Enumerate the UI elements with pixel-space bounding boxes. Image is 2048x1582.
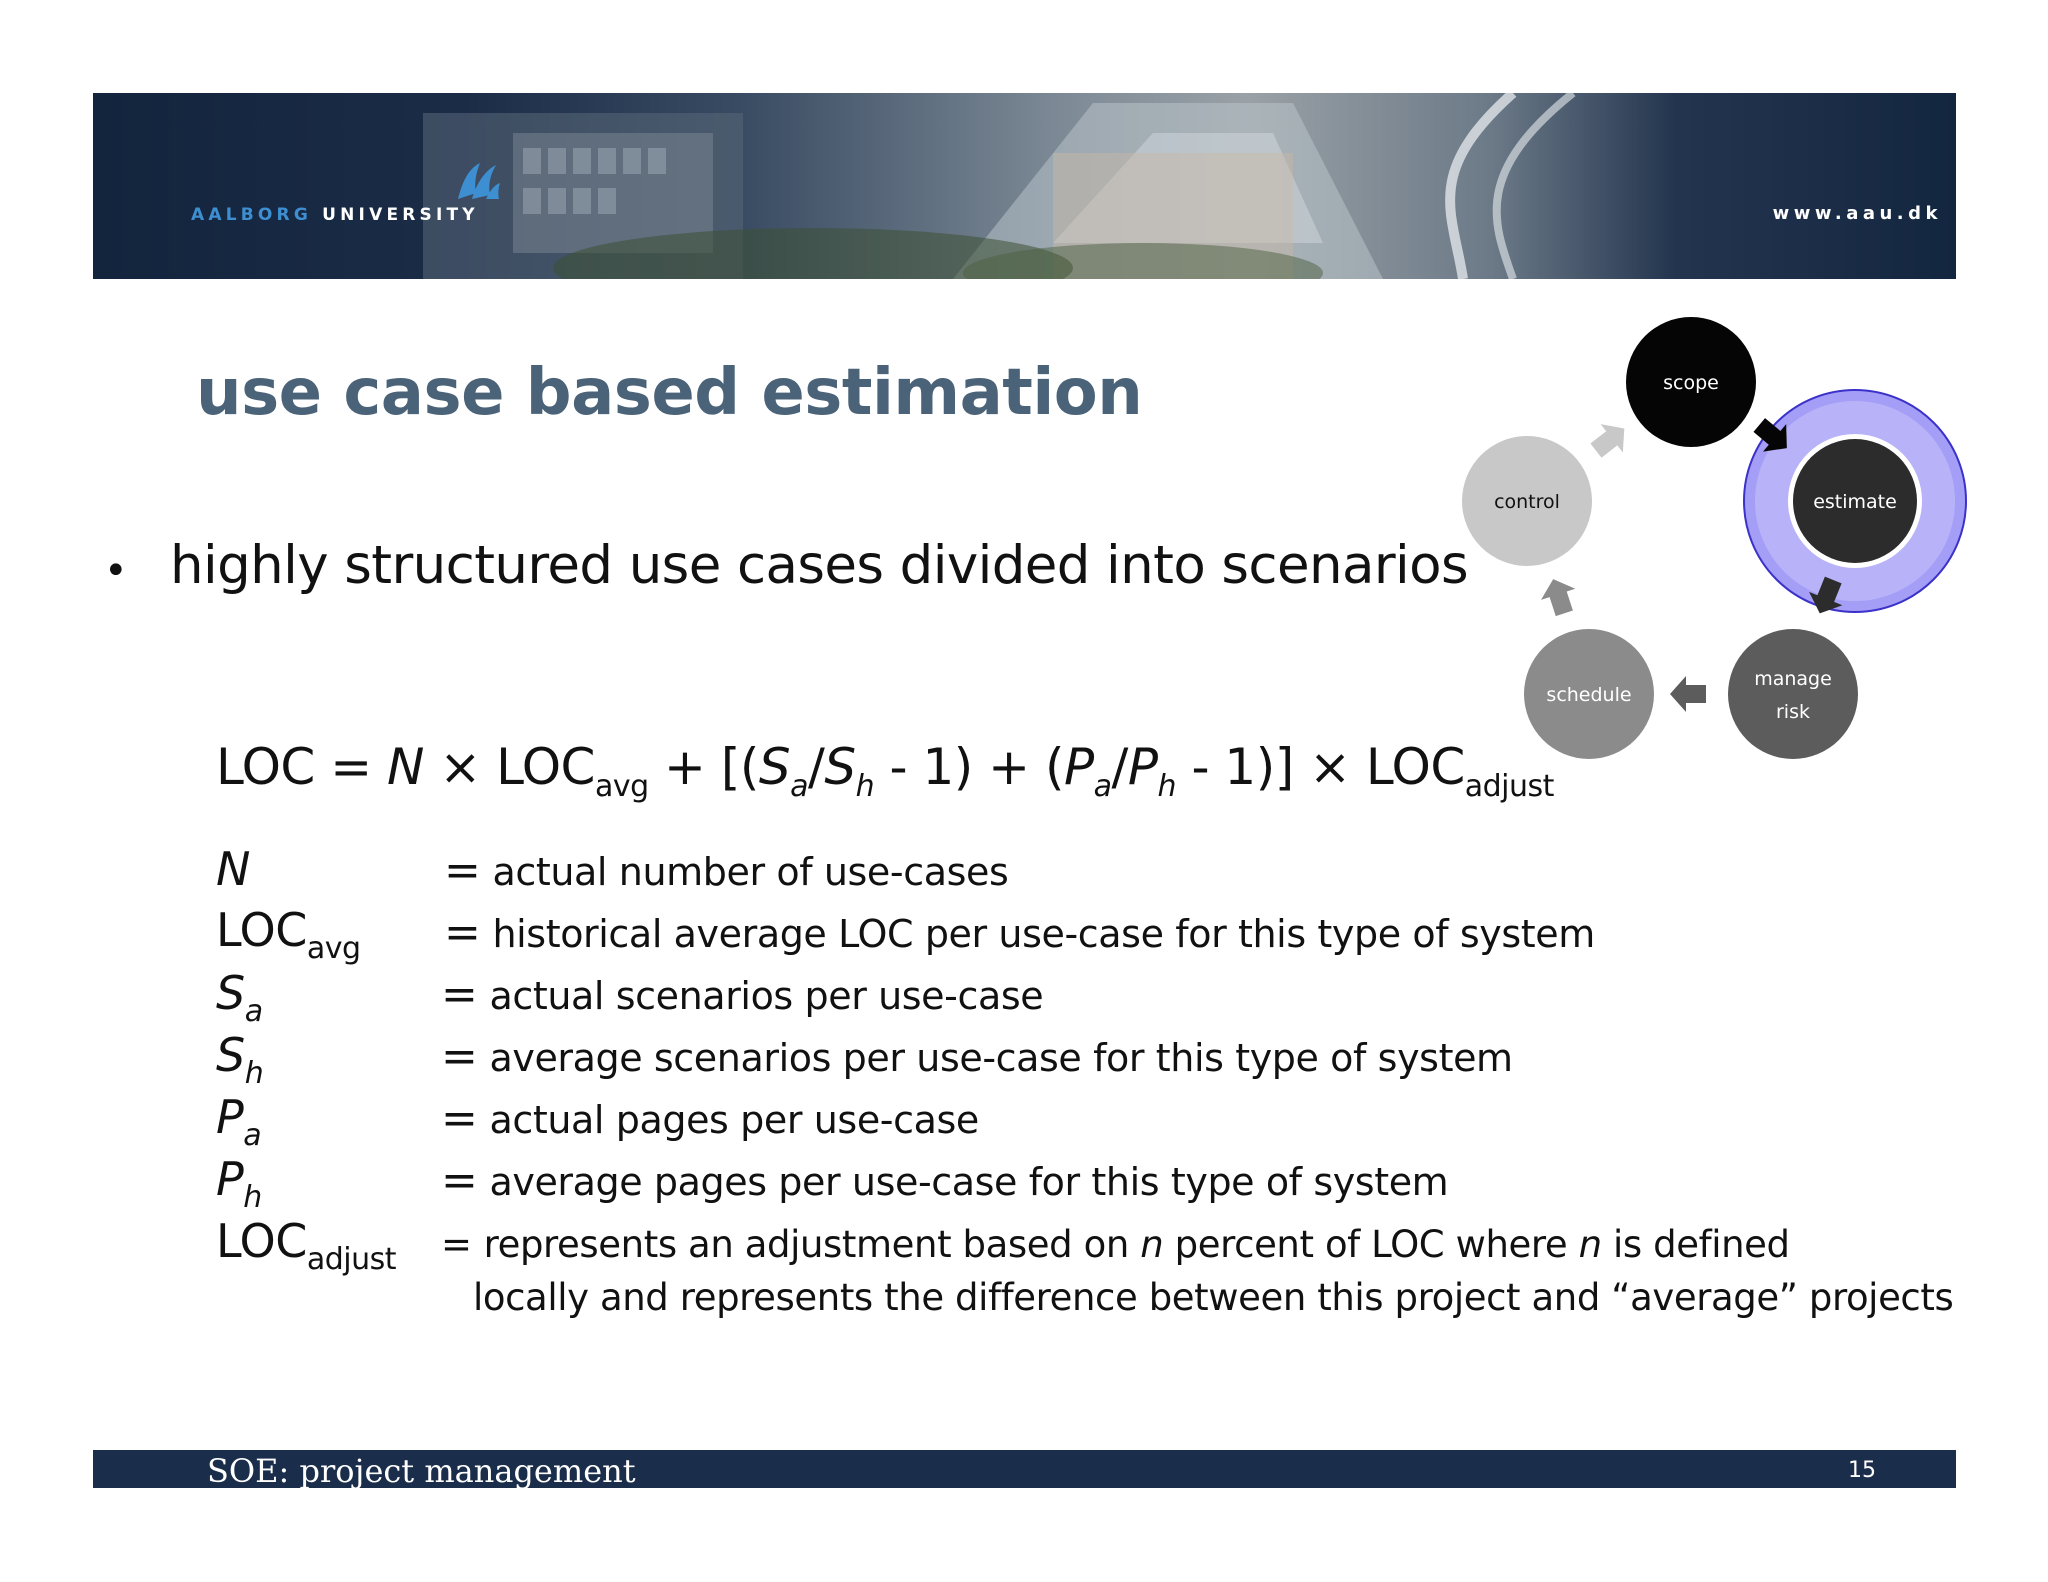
arrow-manage-to-schedule-icon [1670, 676, 1706, 712]
formula-ph: P [1127, 738, 1158, 796]
def-symbol-loc-adjust: $LOC_{adjust}$ [216, 1214, 396, 1277]
project-management-cycle-diagram [1450, 310, 1970, 770]
def-text-loc-adjust-line1: = represents an adjustment based on n percent of LOC where n is defined [441, 1223, 1790, 1266]
footer-bar [93, 1450, 1956, 1488]
campus-photo [93, 93, 1956, 279]
loc-formula [216, 738, 1554, 804]
brand-aalborg: AALBORG [191, 205, 312, 225]
def-symbol-loc-avg: $LOC_{avg}$ [216, 903, 361, 966]
def-symbol-ph: $P_h$ [216, 1152, 262, 1215]
def-text-loc-adjust-line2: locally and represents the difference between this project and “average” projects [473, 1276, 1954, 1319]
formula-sa: S [758, 738, 791, 796]
node-manage-risk [1728, 629, 1858, 759]
formula-a-sub: a [790, 769, 808, 804]
slide-title: use case based estimation [196, 356, 1143, 430]
formula-n: N [387, 738, 424, 796]
formula-h-sub: h [855, 769, 875, 804]
bullet-marker: • [104, 548, 128, 594]
node-manage-label-1: manage [1754, 668, 1832, 690]
def-symbol-pa: $P_a$ [216, 1090, 262, 1153]
arrow-schedule-to-control-icon [1536, 574, 1581, 619]
formula-h-sub2: h [1157, 769, 1177, 804]
def-text-n: = actual number of use-cases [444, 845, 1009, 896]
node-manage-label-2: risk [1776, 701, 1810, 723]
node-schedule-label: schedule [1546, 684, 1632, 706]
arrow-control-to-scope-icon [1585, 414, 1636, 465]
def-text-pa: = actual pages per use-case [441, 1093, 979, 1144]
formula-slash2: / [1111, 738, 1128, 796]
def-symbol-sa: $S_a$ [216, 966, 263, 1029]
bullet-text: highly structured use cases divided into scenarios [170, 535, 1469, 596]
def-text-sh: = average scenarios per use-case for this type of system [441, 1031, 1513, 1082]
formula-plus: + [( [648, 738, 759, 796]
formula-pa: P [1063, 738, 1094, 796]
formula-lhs: LOC = [216, 738, 388, 796]
def-symbol-n: N [216, 842, 250, 896]
def-text-loc-avg: = historical average LOC per use-case for this type of system [444, 907, 1595, 958]
formula-slash: / [808, 738, 825, 796]
formula-a-sub2: a [1093, 769, 1112, 804]
page-number: 15 [1848, 1458, 1876, 1483]
formula-avg-sub: avg [594, 769, 649, 804]
formula-sh: S [824, 738, 856, 796]
node-control-label: control [1494, 491, 1560, 513]
def-text-sa: = actual scenarios per use-case [441, 969, 1044, 1020]
def-text-ph: = average pages per use-case for this type of system [441, 1155, 1449, 1206]
header-banner [93, 93, 1956, 279]
node-estimate-label: estimate [1813, 491, 1897, 513]
def-symbol-sh: $S_h$ [216, 1028, 264, 1091]
formula-minus: - 1) + ( [874, 738, 1064, 796]
node-scope-label: scope [1663, 372, 1719, 394]
brand-university: UNIVERSITY [322, 205, 479, 225]
university-brand [191, 205, 479, 225]
formula-minus2-loc: - 1)] × LOC [1176, 738, 1465, 796]
formula-times-loc: × LOC [423, 738, 595, 796]
website-url[interactable]: www.aau.dk [1772, 203, 1942, 224]
university-logo-icon [454, 159, 502, 201]
formula-adjust-sub: adjust [1464, 769, 1554, 804]
footer-course-title: SOE: project management [207, 1452, 636, 1488]
